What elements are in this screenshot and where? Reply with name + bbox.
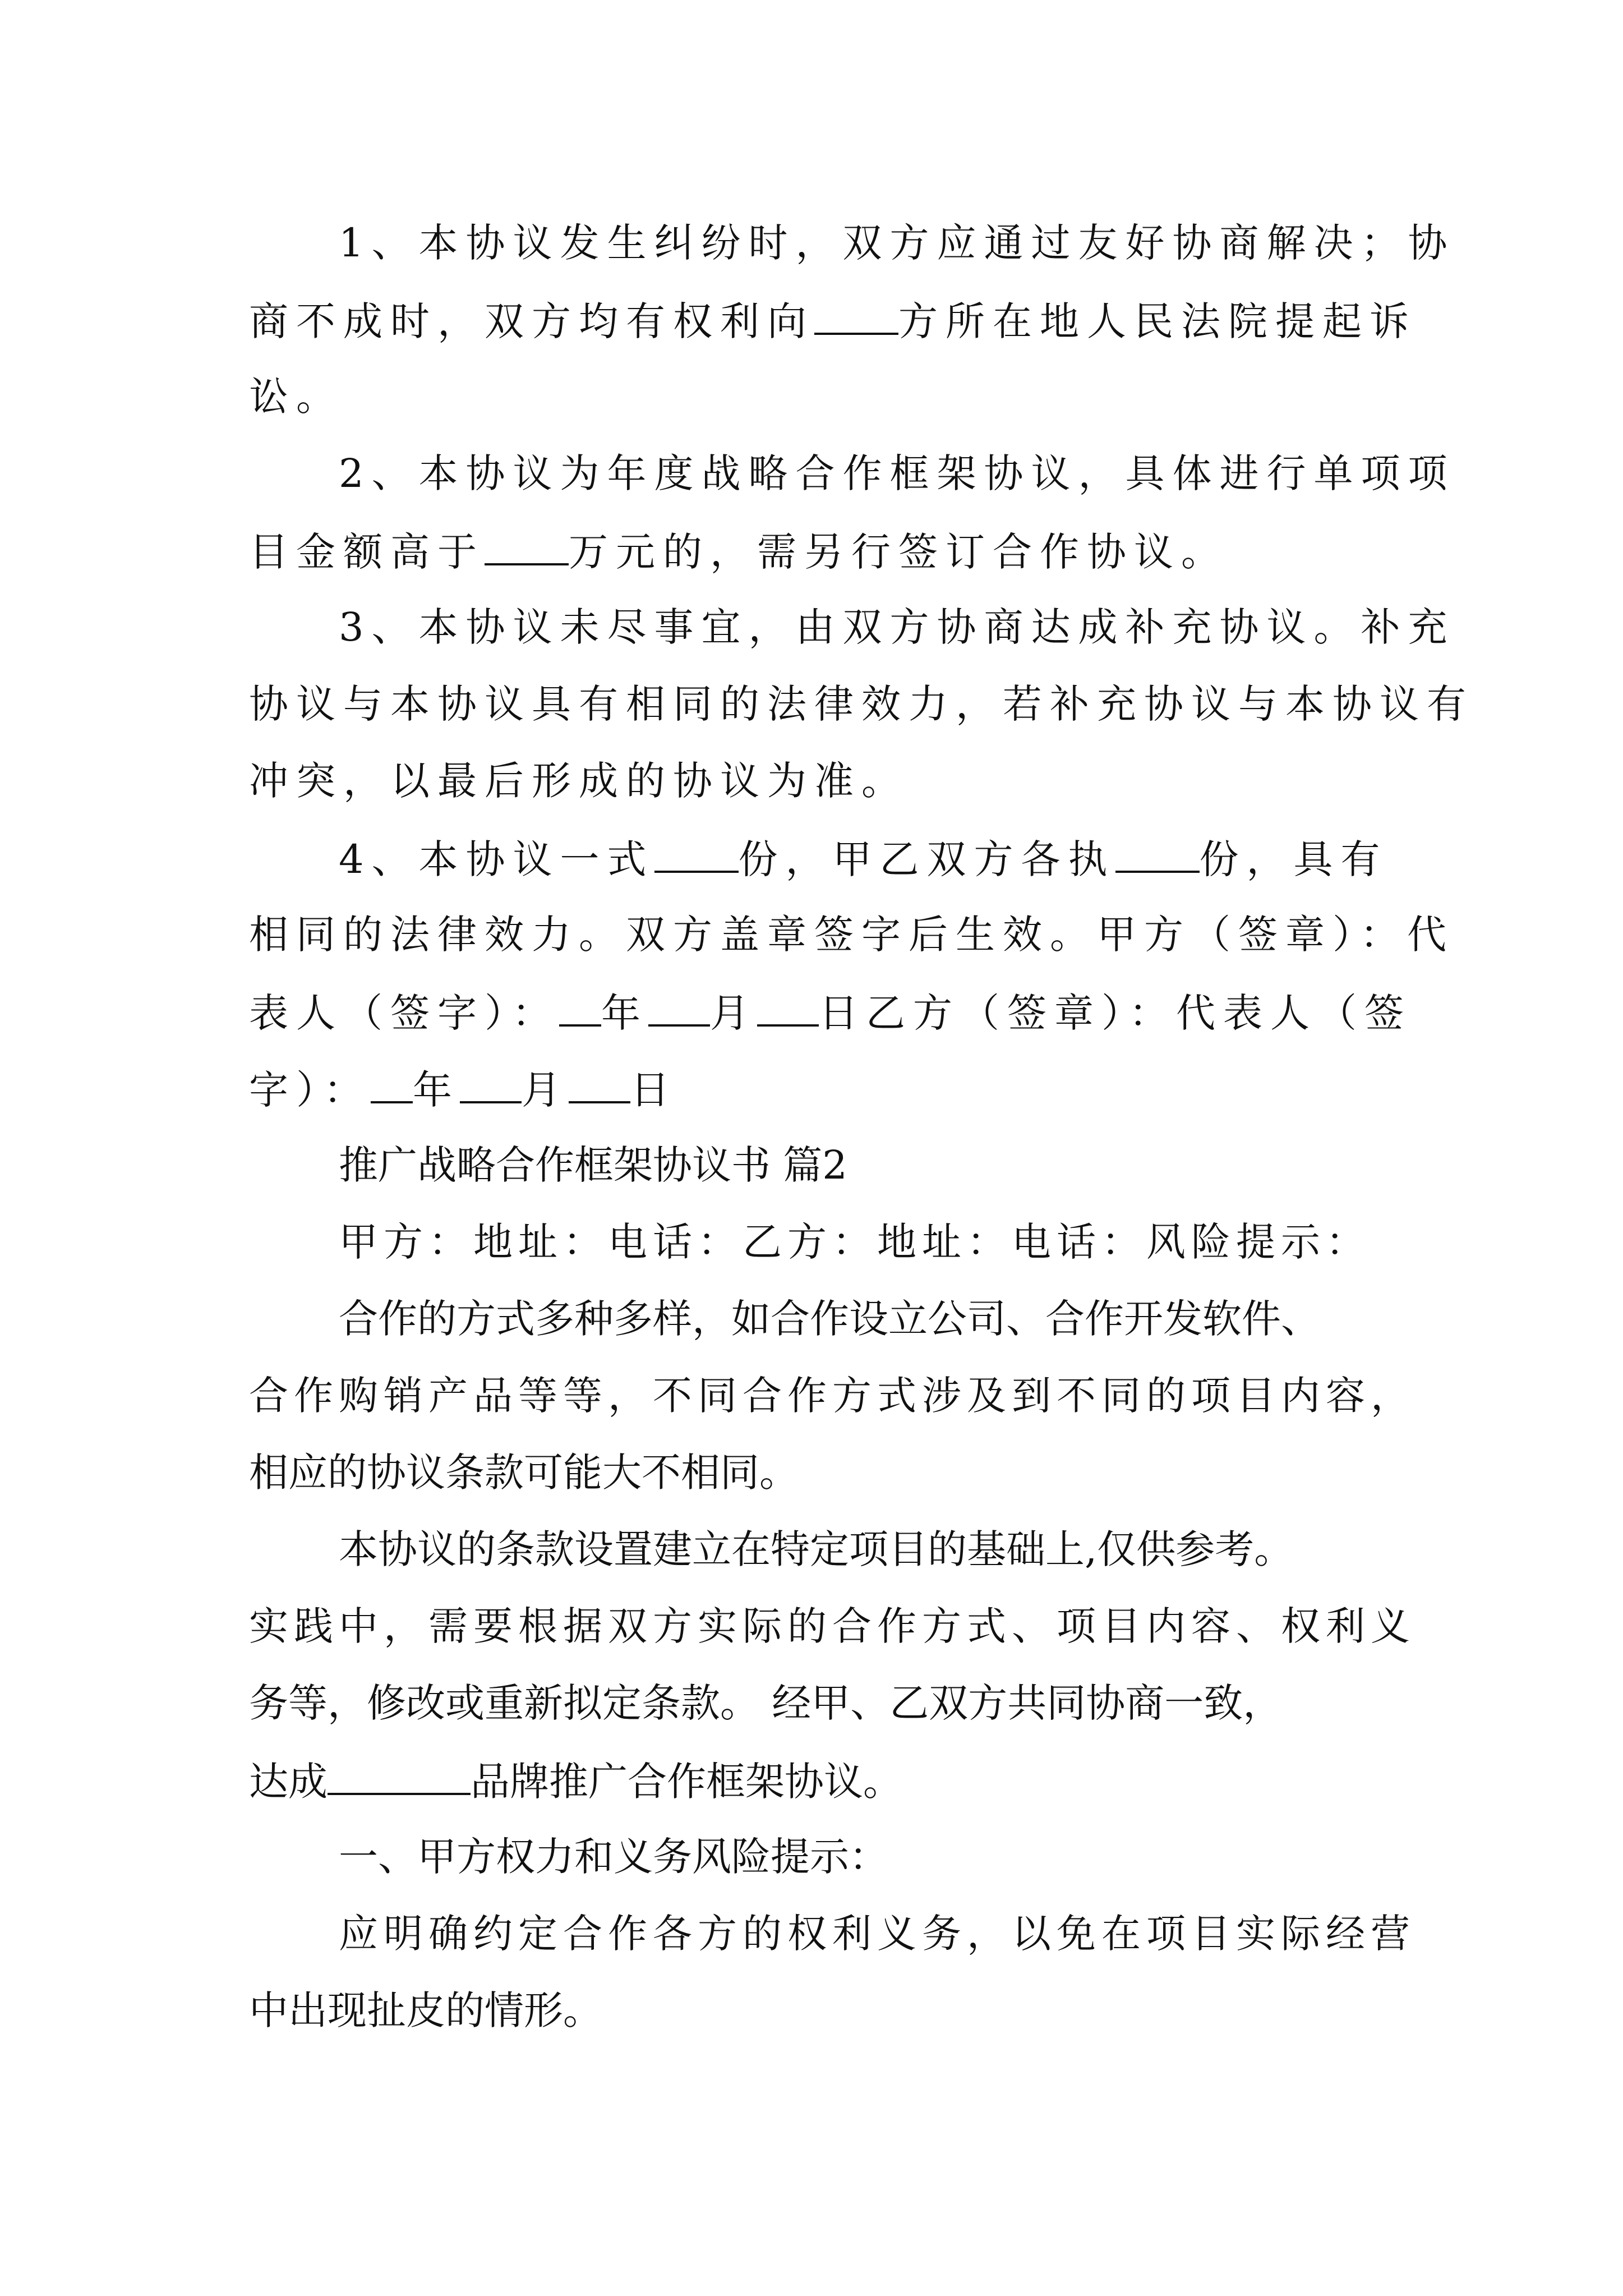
clause-4-line-3: 表人（签字）： 年 月 日乙方（签章）：代表人（签 <box>249 990 1412 1036</box>
clause-2-line-2: 目金额高于 万元的，需另行签订合作协议。 <box>249 529 1228 575</box>
risk-3-line-2: 中出现扯皮的情形。 <box>249 1987 602 2033</box>
blank-field <box>648 992 710 1027</box>
parties-line: 甲方：地址：电话：乙方：地址：电话：风险提示： <box>339 1219 1371 1265</box>
blank-field <box>460 1069 522 1103</box>
heading-party-a-rights: 一、甲方权力和义务风险提示： <box>339 1834 888 1880</box>
blank-field <box>757 992 819 1027</box>
clause-3-line-2: 协议与本协议具有相同的法律效力，若补充协议与本协议有 <box>249 681 1474 727</box>
risk-2-line-1: 本协议的条款设置建立在特定项目的基础上,仅供参考。 <box>339 1526 1294 1572</box>
clause-4-line-4: 字）： 年 月 日 <box>249 1067 677 1113</box>
clause-3-line-1: 3、本协议未尽事宜，由双方协商达成补充协议。补充 <box>339 604 1455 650</box>
blank-field <box>371 1069 413 1103</box>
section-title: 推广战略合作框架协议书 篇2 <box>339 1142 847 1188</box>
clause-1-line-1: 1、本协议发生纠纷时，双方应通过友好协商解决；协 <box>339 220 1455 266</box>
clause-4-line-1: 4、本协议一式 份，甲乙双方各执 份，具有 <box>339 836 1388 882</box>
blank-field <box>328 1760 471 1795</box>
blank-field <box>654 838 739 873</box>
blank-field <box>559 992 601 1027</box>
clause-4-line-2: 相同的法律效力。双方盖章签字后生效。甲方（签章）：代 <box>249 912 1454 958</box>
risk-1-line-2: 合作购销产品等等，不同合作方式涉及到不同的项目内容， <box>249 1373 1415 1419</box>
clause-3-line-3: 冲突，以最后形成的协议为准。 <box>249 758 909 804</box>
blank-field <box>814 300 898 335</box>
risk-2-line-3: 务等，修改或重新拟定条款。 经甲、乙双方共同协商一致， <box>249 1680 1283 1726</box>
blank-field <box>569 1069 630 1103</box>
risk-1-line-3: 相应的协议条款可能大不相同。 <box>249 1450 799 1496</box>
risk-2-line-2: 实践中，需要根据双方实际的合作方式、项目内容、权利义 <box>249 1603 1415 1649</box>
risk-2-line-4: 达成 品牌推广合作框架协议。 <box>249 1759 902 1805</box>
clause-1-line-3: 讼。 <box>249 374 343 420</box>
blank-field <box>485 531 569 565</box>
risk-3-line-1: 应明确约定合作各方的权利义务，以免在项目实际经营 <box>339 1911 1415 1957</box>
clause-2-line-1: 2、本协议为年度战略合作框架协议，具体进行单项项 <box>339 450 1455 496</box>
risk-1-line-1: 合作的方式多种多样，如合作设立公司、合作开发软件、 <box>339 1296 1320 1342</box>
blank-field <box>1115 838 1200 873</box>
clause-1-line-2: 商不成时，双方均有权利向 方所在地人民法院提起诉 <box>249 298 1417 344</box>
